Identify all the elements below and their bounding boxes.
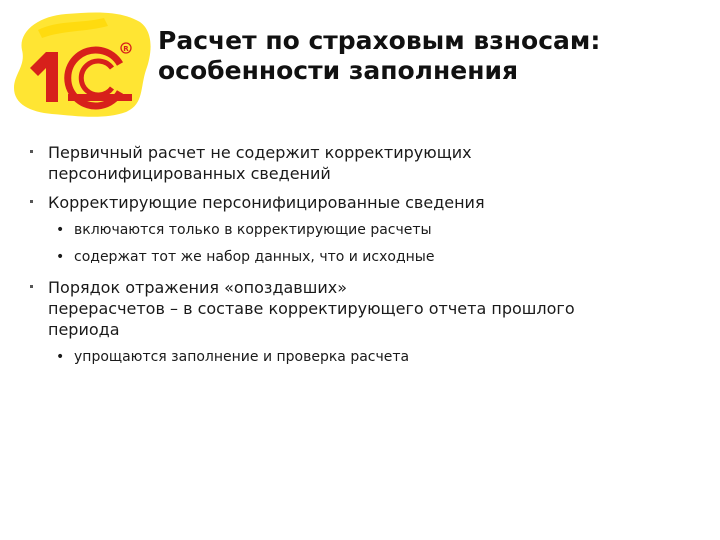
1c-logo-graphic [8,6,156,122]
bullet-square-icon [30,200,33,203]
sub-list-item: • включаются только в корректирующие расчеты [56,222,432,238]
bullet-dot-icon: • [56,249,65,265]
bullet-square-icon [30,150,33,153]
slide-title-line-2: особенности заполнения [158,56,519,85]
bullet-square-icon [30,285,33,288]
sub-list-item: • упрощаются заполнение и проверка расчета [56,349,410,365]
list-item: Корректирующие персонифицированные сведения [30,192,690,213]
bullet-dot-icon: • [56,222,65,238]
1c-logo [8,6,156,122]
slide-title [158,26,698,86]
bullet-dot-icon: • [56,349,65,365]
bullet-list [30,142,690,367]
sub-list-item: • содержат тот же набор данных, что и исходные [56,249,435,265]
slide-title-line-1: Расчет по страховым взносам: [158,26,601,55]
list-item: Порядок отражения «опоздавших» перерасчетов – в составе корректирующего отчета прошлого периода [30,277,690,340]
list-item: Первичный расчет не содержит корректирующих персонифицированных сведений [30,142,690,184]
svg-text:R: R [123,45,129,53]
